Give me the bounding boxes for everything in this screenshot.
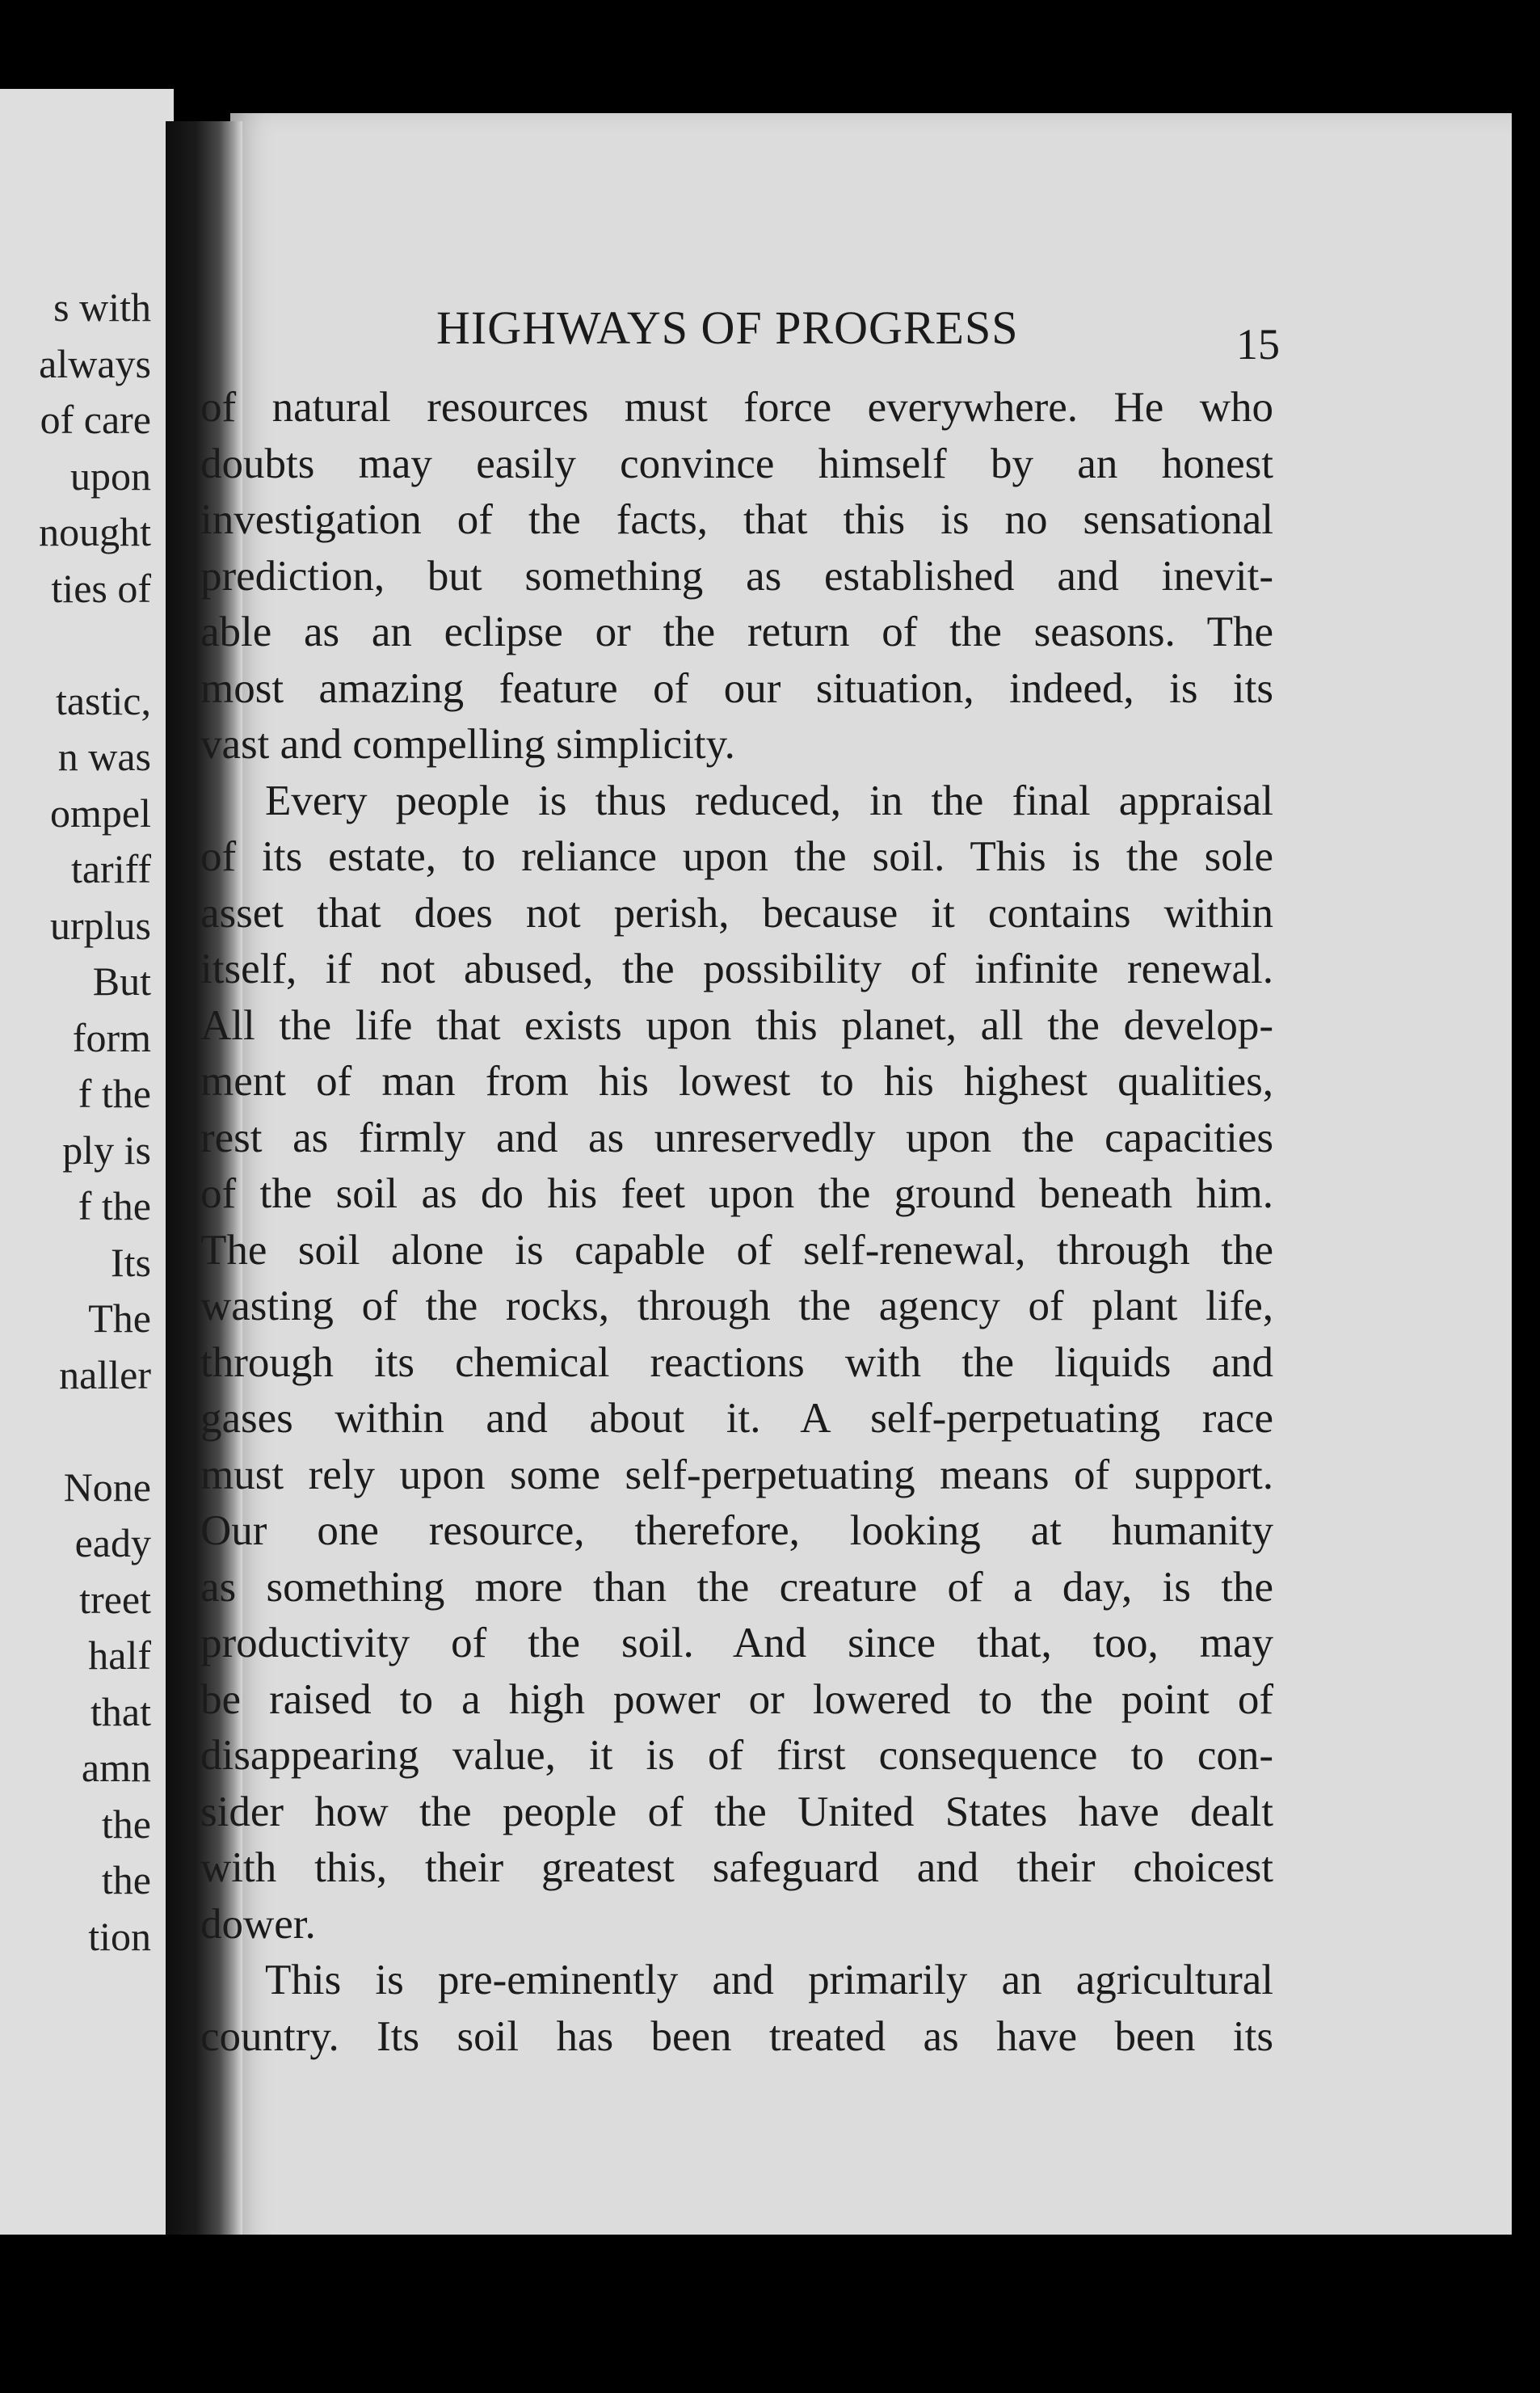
facing-page-line: tastic, [55, 677, 151, 723]
facing-page-line: urplus [50, 902, 151, 948]
page-body [200, 380, 1273, 2065]
text-line: of natural resources must force everywhere. He who [200, 384, 1273, 431]
text-line: vast and compelling simplicity. [200, 721, 735, 768]
facing-page-line: treet [79, 1576, 151, 1622]
facing-page-line: nought [39, 509, 151, 554]
facing-page-line: half [88, 1633, 151, 1678]
facing-page-line: the [101, 1801, 151, 1847]
facing-page-line: tariff [70, 846, 151, 891]
text-line: country. Its soil has been treated as have been its [200, 2012, 1273, 2060]
running-title: HIGHWAYS OF PROGRESS [436, 301, 1019, 354]
text-line: must rely upon some self-perpetuating means of support. [200, 1451, 1273, 1498]
text-line: asset that does not perish, because it contains within [200, 889, 1273, 937]
facing-page-line: always [39, 340, 151, 386]
facing-page-line: upon [70, 453, 151, 499]
text-line: most amazing feature of our situation, indeed, is its [200, 664, 1273, 712]
text-line: able as an eclipse or the return of the seasons. The [200, 609, 1273, 655]
text-line: The soil alone is capable of self-renewal, through the [200, 1226, 1273, 1274]
running-header [436, 301, 1285, 355]
facing-page-line: eady [74, 1520, 151, 1565]
text-line: ment of man from his lowest to his highest qualities, [200, 1058, 1273, 1105]
text-line: investigation of the facts, that this is no sensational [200, 496, 1273, 543]
facing-page-line: naller [59, 1351, 151, 1397]
facing-page-line: But [92, 958, 151, 1004]
text-line: of the soil as do his feet upon the ground beneath him. [200, 1170, 1273, 1217]
text-line: with this, their greatest safeguard and their choicest [200, 1844, 1273, 1891]
scan-bottom-border [0, 2235, 1540, 2393]
paragraph-start-line: Every people is thus reduced, in the final appraisal [265, 777, 1273, 824]
text-line: rest as firmly and as unreservedly upon the capacities [200, 1114, 1273, 1161]
text-line: be raised to a high power or lowered to the point of [200, 1675, 1273, 1723]
facing-page-line: n was [57, 734, 151, 779]
text-line: wasting of the rocks, through the agency of plant life, [200, 1283, 1273, 1329]
facing-page-line: of care [40, 397, 151, 442]
scan-right-border [1512, 113, 1540, 2393]
text-line: dower. [200, 1900, 316, 1948]
facing-page-line: None [63, 1464, 151, 1510]
text-line: disappearing value, it is of first consequence to con- [200, 1732, 1273, 1779]
facing-page-line: f the [78, 1071, 151, 1116]
text-line: of its estate, to reliance upon the soil. This is the sole [200, 833, 1273, 880]
text-line: through its chemical reactions with the liquids and [200, 1338, 1273, 1386]
facing-page-line: f the [78, 1183, 151, 1228]
text-line: All the life that exists upon this planet, all the develop- [200, 1001, 1273, 1049]
facing-page-line: s with [53, 284, 151, 330]
scan-top-border [0, 0, 1540, 121]
facing-page-line: form [72, 1014, 151, 1060]
text-line: as something more than the creature of a day, is the [200, 1563, 1273, 1611]
facing-page-line: that [90, 1688, 151, 1734]
page-number: 15 [1236, 320, 1280, 369]
facing-page-line: the [101, 1857, 151, 1902]
facing-page-line: amn [81, 1745, 151, 1790]
facing-page-line: Its [111, 1239, 151, 1285]
facing-page-fragment [0, 89, 174, 2279]
facing-page-line: The [88, 1296, 151, 1341]
text-line: itself, if not abused, the possibility of infinite renewal. [200, 946, 1273, 992]
text-line: sider how the people of the United States have dealt [200, 1788, 1273, 1835]
facing-page-line: ties of [51, 565, 151, 611]
text-line: prediction, but something as established and inevit- [200, 552, 1273, 600]
text-line: Our one resource, therefore, looking at humanity [200, 1507, 1273, 1554]
text-line: doubts may easily convince himself by an honest [200, 440, 1273, 487]
facing-page-line: tion [88, 1913, 151, 1959]
text-line: gases within and about it. A self-perpetuating race [200, 1395, 1273, 1442]
paragraph-start-line: This is pre-eminently and primarily an agricultural [265, 1957, 1273, 2003]
facing-page-line: ply is [62, 1127, 151, 1173]
facing-page-line: ompel [50, 790, 151, 836]
text-line: productivity of the soil. And since that, too, may [200, 1620, 1273, 1666]
